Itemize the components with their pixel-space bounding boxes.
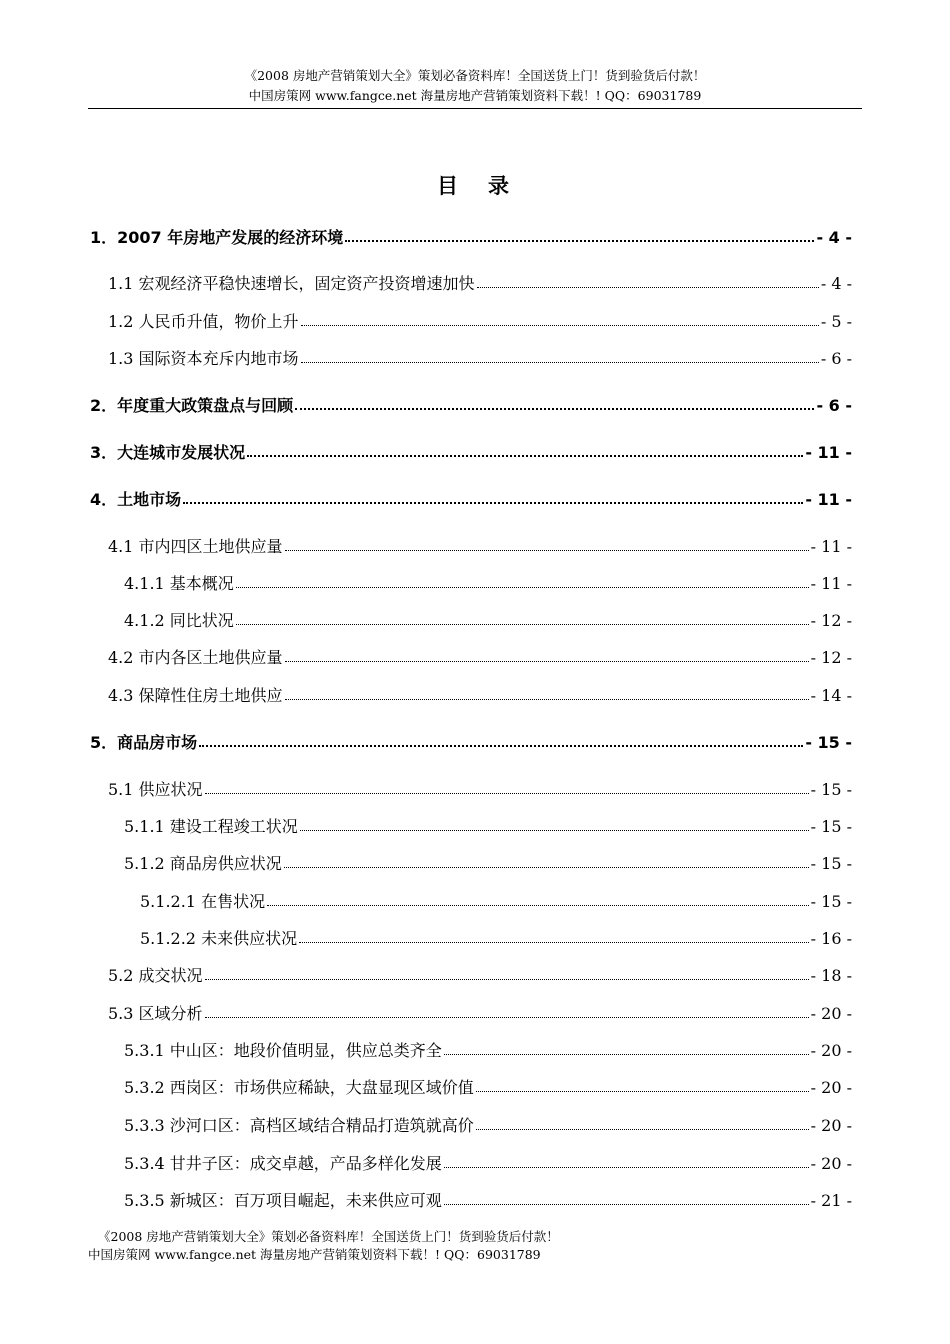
toc-leader-dots — [205, 793, 809, 794]
toc-leader-dots — [301, 325, 819, 326]
toc-entry-label: 5．商品房市场 — [90, 733, 198, 752]
toc-entry-label: 4.1.1 基本概况 — [124, 574, 234, 593]
toc-entry-page: - 6 - — [816, 396, 852, 415]
toc-entry-page: - 18 - — [810, 966, 852, 985]
toc-entry[interactable] — [108, 1001, 852, 1025]
toc-entry-page: - 11 - — [810, 537, 852, 556]
toc-leader-dots — [183, 502, 803, 504]
toc-entry[interactable] — [124, 571, 852, 595]
toc-leader-dots — [476, 1091, 809, 1092]
toc-leader-dots — [301, 362, 819, 363]
toc-entry-page: - 15 - — [810, 817, 852, 836]
toc-leader-dots — [285, 661, 809, 662]
toc-entry-label: 5.3.2 西岗区：市场供应稀缺，大盘显现区域价值 — [124, 1078, 474, 1097]
toc-entry-label: 1.2 人民币升值，物价上升 — [108, 312, 299, 331]
toc-entry[interactable] — [124, 1188, 852, 1212]
toc-leader-dots — [477, 287, 819, 288]
toc-entry[interactable] — [108, 534, 852, 558]
toc-leader-dots — [444, 1054, 809, 1055]
toc-entry-label: 5.3.3 沙河口区：高档区域结合精品打造筑就高价 — [124, 1116, 474, 1135]
toc-entry[interactable] — [90, 730, 852, 754]
toc-entry[interactable] — [108, 683, 852, 707]
toc-entry[interactable] — [108, 271, 852, 295]
toc-entry-page: - 14 - — [810, 686, 852, 705]
toc-leader-dots — [236, 587, 809, 588]
toc-leader-dots — [199, 745, 803, 747]
toc-entry-page: - 12 - — [810, 611, 852, 630]
toc-entry-page: - 6 - — [820, 349, 852, 368]
toc-entry-label: 5.1.1 建设工程竣工状况 — [124, 817, 298, 836]
toc-leader-dots — [205, 1017, 809, 1018]
toc-entry[interactable] — [124, 1075, 852, 1099]
toc-leader-dots — [345, 240, 814, 242]
toc-entry[interactable] — [124, 814, 852, 838]
toc-entry-label: 5.1 供应状况 — [108, 780, 203, 799]
toc-entry[interactable] — [90, 225, 852, 249]
toc-entry-page: - 15 - — [810, 780, 852, 799]
toc-entry[interactable] — [140, 926, 852, 950]
toc-leader-dots — [300, 830, 809, 831]
toc-leader-dots — [267, 905, 809, 906]
toc-entry-label: 4.1.2 同比状况 — [124, 611, 234, 630]
toc-leader-dots — [476, 1129, 809, 1130]
toc-entry-page: - 4 - — [820, 274, 852, 293]
toc-entry-label: 5.3 区域分析 — [108, 1004, 203, 1023]
toc-entry[interactable] — [90, 487, 852, 511]
toc-entry[interactable] — [108, 963, 852, 987]
toc-entry[interactable] — [140, 889, 852, 913]
toc-entry-label: 1．2007 年房地产发展的经济环境 — [90, 228, 344, 247]
toc-entry[interactable] — [124, 608, 852, 632]
toc-entry-label: 5.1.2.1 在售状况 — [140, 892, 266, 911]
toc-leader-dots — [444, 1204, 809, 1205]
toc-entry-label: 3．大连城市发展状况 — [90, 443, 246, 462]
toc-entry-label: 5.3.1 中山区：地段价值明显，供应总类齐全 — [124, 1041, 442, 1060]
footer-line-2: 中国房策网 www.fangce.net 海量房地产营销策划资料下载！! QQ：69031789 — [88, 1247, 541, 1262]
toc-entry-page: - 20 - — [810, 1041, 852, 1060]
toc-entry-label: 4.2 市内各区土地供应量 — [108, 648, 283, 667]
toc-leader-dots — [299, 942, 809, 943]
toc-leader-dots — [285, 550, 809, 551]
toc-entry-label: 4.3 保障性住房土地供应 — [108, 686, 283, 705]
header-line-1: 《2008 房地产营销策划大全》策划必备资料库！全国送货上门！货到验货后付款！ — [244, 68, 706, 83]
toc-entry-page: - 16 - — [810, 929, 852, 948]
toc-entry-page: - 20 - — [810, 1154, 852, 1173]
footer-line-1: 《2008 房地产营销策划大全》策划必备资料库！全国送货上门！货到验货后付款！ — [98, 1229, 559, 1244]
toc-entry-label: 1.3 国际资本充斥内地市场 — [108, 349, 299, 368]
toc-entry-page: - 20 - — [810, 1004, 852, 1023]
toc-entry[interactable] — [124, 1038, 852, 1062]
toc-entry-page: - 5 - — [820, 312, 852, 331]
toc-leader-dots — [236, 624, 809, 625]
toc-leader-dots — [284, 867, 809, 868]
toc-leader-dots — [295, 408, 814, 410]
toc-entry-page: - 11 - — [805, 443, 852, 462]
toc-leader-dots — [285, 699, 809, 700]
toc-entry-label: 5.2 成交状况 — [108, 966, 203, 985]
toc-entry-page: - 21 - — [810, 1191, 852, 1210]
toc-entry-label: 5.3.4 甘井子区：成交卓越，产品多样化发展 — [124, 1154, 442, 1173]
toc-entry-label: 1.1 宏观经济平稳快速增长，固定资产投资增速加快 — [108, 274, 475, 293]
toc-leader-dots — [205, 979, 809, 980]
toc-leader-dots — [247, 455, 803, 457]
toc-entry-page: - 4 - — [816, 228, 852, 247]
toc-leader-dots — [444, 1167, 809, 1168]
toc-entry[interactable] — [108, 777, 852, 801]
toc-entry[interactable] — [90, 440, 852, 464]
toc-entry-page: - 20 - — [810, 1116, 852, 1135]
toc-entry-page: - 20 - — [810, 1078, 852, 1097]
toc-entry[interactable] — [124, 851, 852, 875]
toc-entry-page: - 11 - — [805, 490, 852, 509]
page-footer — [88, 1228, 688, 1264]
toc-entry[interactable] — [108, 309, 852, 333]
toc-entry-label: 4.1 市内四区土地供应量 — [108, 537, 283, 556]
toc-entry-label: 2．年度重大政策盘点与回顾 — [90, 396, 294, 415]
toc-entry-page: - 15 - — [810, 854, 852, 873]
toc-entry[interactable] — [124, 1113, 852, 1137]
toc-entry-page: - 15 - — [805, 733, 852, 752]
toc-entry-page: - 11 - — [810, 574, 852, 593]
toc-entry[interactable] — [90, 393, 852, 417]
title-char-1: 目 — [437, 174, 462, 198]
toc-entry-label: 4．土地市场 — [90, 490, 182, 509]
header-line-2: 中国房策网 www.fangce.net 海量房地产营销策划资料下载！! QQ：69031789 — [248, 88, 702, 103]
toc-entry-label: 5.1.2.2 未来供应状况 — [140, 929, 298, 948]
toc-entry-label: 5.3.5 新城区：百万项目崛起，未来供应可观 — [124, 1191, 442, 1210]
title-char-2: 录 — [488, 174, 513, 198]
toc-entry-page: - 15 - — [810, 892, 852, 911]
toc-entry[interactable] — [108, 645, 852, 669]
toc-entry-page: - 12 - — [810, 648, 852, 667]
toc-entry[interactable] — [108, 346, 852, 370]
toc-entry-label: 5.1.2 商品房供应状况 — [124, 854, 282, 873]
toc-entry[interactable] — [124, 1151, 852, 1175]
